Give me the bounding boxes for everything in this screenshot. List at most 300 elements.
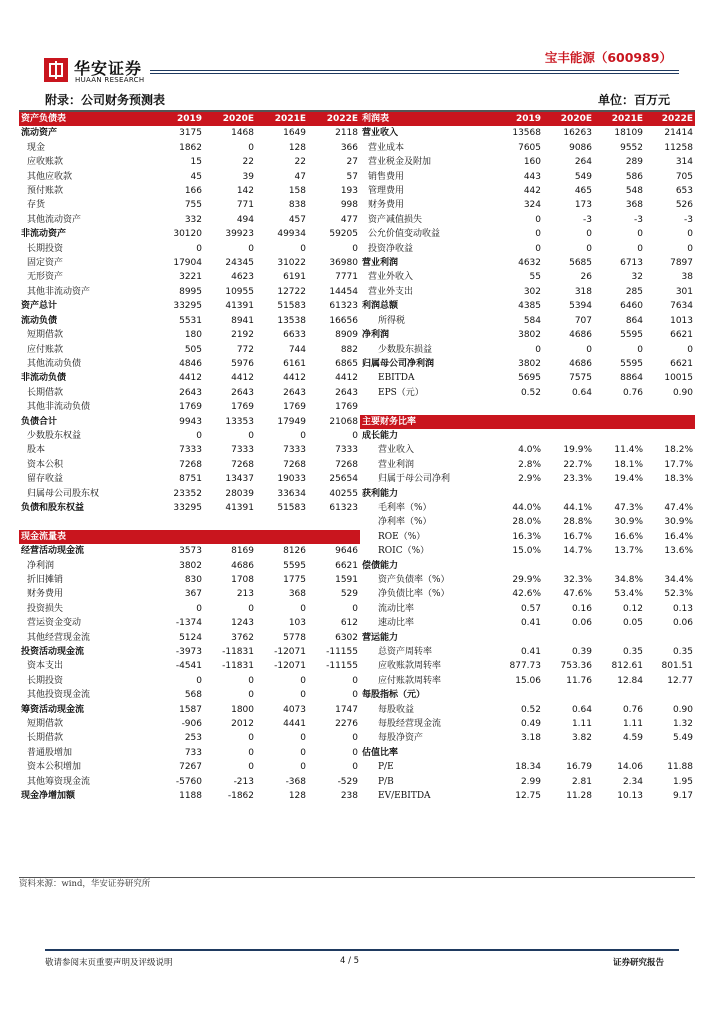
section-header-row — [19, 112, 360, 126]
table-row — [19, 213, 360, 227]
row-label: 财务费用 — [27, 589, 64, 600]
left-panel — [19, 112, 360, 803]
cell-value: 6302 — [335, 632, 358, 643]
cell-value: 526 — [675, 200, 693, 211]
appendix-title: 附录：公司财务预测表 — [45, 93, 166, 107]
cell-value: 51583 — [277, 301, 306, 312]
row-label: 投资损失 — [27, 603, 64, 614]
cell-value: 4385 — [518, 301, 541, 312]
cell-value: 5595 — [620, 330, 643, 341]
table-row — [19, 299, 360, 313]
cell-value: 368 — [288, 589, 306, 600]
cell-value: 4412 — [283, 373, 306, 384]
cell-value: 0.76 — [622, 704, 643, 715]
cell-value: 180 — [184, 330, 202, 341]
cell-value: 39 — [242, 171, 254, 182]
cell-value: 9086 — [569, 142, 592, 153]
cell-value: 548 — [625, 186, 643, 197]
cell-value: 0 — [248, 142, 254, 153]
table-row — [360, 530, 695, 544]
cell-value — [594, 559, 645, 573]
cell-value: 23352 — [173, 488, 202, 499]
row-label: 经营活动现金流 — [21, 546, 85, 557]
cell-value: 882 — [340, 344, 358, 355]
cell-value: 4412 — [179, 373, 202, 384]
cell-value: -11831 — [222, 661, 254, 672]
row-label: 每股净资产 — [378, 733, 424, 744]
cell-value: 0 — [300, 243, 306, 254]
cell-value: 5531 — [179, 315, 202, 326]
table-row — [360, 659, 695, 673]
row-label — [19, 515, 152, 529]
cell-value: 1243 — [231, 618, 254, 629]
cell-value: 0 — [300, 747, 306, 758]
table-row — [19, 746, 360, 760]
cell-value: 7268 — [335, 459, 358, 470]
cell-value: 2643 — [283, 387, 306, 398]
cell-value: 1.11 — [571, 719, 592, 730]
table-row — [360, 270, 695, 284]
cell-value: 4441 — [283, 719, 306, 730]
cell-value: 0 — [248, 762, 254, 773]
row-label: 财务费用 — [368, 200, 405, 211]
section-header-row — [19, 530, 360, 544]
cell-value: 53.4% — [614, 589, 643, 600]
cell-value: 29.9% — [512, 574, 541, 585]
cell-value: 0 — [687, 243, 693, 254]
cell-value: 36980 — [329, 258, 358, 269]
cell-value: 42.6% — [512, 589, 541, 600]
cell-value: 3175 — [179, 128, 202, 139]
row-label: 其他流动资产 — [27, 214, 82, 225]
cell-value: 5976 — [231, 358, 254, 369]
cell-value: 0 — [352, 762, 358, 773]
cell-value: 103 — [288, 618, 306, 629]
cell-value: 158 — [288, 186, 306, 197]
section-header-row — [360, 415, 695, 429]
cell-value — [645, 429, 695, 443]
cell-value: 28.0% — [512, 517, 541, 528]
table-row — [19, 371, 360, 385]
row-label: 营业成本 — [368, 142, 405, 153]
cell-value: 0 — [248, 603, 254, 614]
cell-value: 11258 — [664, 142, 693, 153]
row-label: 其他流动负债 — [27, 358, 82, 369]
row-label: 流动负债 — [21, 315, 58, 326]
cell-value: 8126 — [283, 546, 306, 557]
cell-value: 0 — [300, 603, 306, 614]
cell-value: 0 — [637, 243, 643, 254]
cell-value: 0.64 — [571, 387, 592, 398]
financial-tables — [19, 110, 695, 878]
row-label: 固定资产 — [27, 258, 64, 269]
cell-value: 0.52 — [520, 704, 541, 715]
cell-value: 2.81 — [571, 776, 592, 787]
cell-value: 1769 — [283, 402, 306, 413]
row-label: 资产减值损失 — [368, 214, 423, 225]
row-label: 现金 — [27, 142, 46, 153]
cell-value: 2643 — [231, 387, 254, 398]
cell-value: 4.0% — [518, 445, 541, 456]
cell-value: 6865 — [335, 358, 358, 369]
table-row — [360, 227, 695, 241]
row-label: 其他投资现金流 — [27, 690, 91, 701]
cell-value — [492, 746, 543, 760]
row-label: 营业收入 — [378, 445, 415, 456]
cell-value: 30.9% — [664, 517, 693, 528]
cell-value: 465 — [574, 186, 592, 197]
cell-value: 2.8% — [518, 459, 541, 470]
cell-value: 22.7% — [563, 459, 592, 470]
table-row — [19, 184, 360, 198]
row-label: 所得税 — [378, 315, 406, 326]
cell-value — [492, 429, 543, 443]
table-row — [19, 242, 360, 256]
cell-value: 2.9% — [518, 474, 541, 485]
cell-value: 2.99 — [520, 776, 541, 787]
cell-value: 34.4% — [664, 574, 693, 585]
cell-value: 0.76 — [622, 387, 643, 398]
cell-value — [543, 487, 594, 501]
cell-value: 33634 — [277, 488, 306, 499]
row-label: 净利润 — [27, 560, 55, 571]
cell-value: 9646 — [335, 546, 358, 557]
cell-value: 0 — [586, 344, 592, 355]
cell-value: 314 — [675, 157, 693, 168]
cell-value: 264 — [574, 157, 592, 168]
row-label: 归属母公司股东权 — [27, 488, 100, 499]
row-label: ROE（%） — [378, 531, 426, 542]
cell-value: 0 — [687, 229, 693, 240]
cell-value: 33295 — [173, 502, 202, 513]
row-label: EV/EBITDA — [378, 791, 431, 802]
footer-divider — [45, 949, 679, 951]
cell-value: 3802 — [179, 560, 202, 571]
cell-value: 14.7% — [563, 546, 592, 557]
cell-value: 0.35 — [622, 647, 643, 658]
cell-value — [492, 487, 543, 501]
cell-value: 0.12 — [622, 603, 643, 614]
cell-value: 55 — [529, 272, 541, 283]
cell-value: 1.11 — [622, 719, 643, 730]
table-row — [19, 501, 360, 515]
cell-value: 3.82 — [571, 733, 592, 744]
table-row — [19, 731, 360, 745]
cell-value: 13353 — [225, 416, 254, 427]
row-label: 负债和股东权益 — [21, 502, 85, 513]
cell-value: 0 — [300, 690, 306, 701]
cell-value: 1587 — [179, 704, 202, 715]
table-row — [360, 515, 695, 529]
table-row — [19, 616, 360, 630]
cell-value — [543, 746, 594, 760]
cell-value: 5595 — [620, 358, 643, 369]
cell-value: 9552 — [620, 142, 643, 153]
row-label: 应收账款周转率 — [378, 661, 442, 672]
cell-value: 4686 — [569, 358, 592, 369]
cell-value: 12.77 — [667, 675, 693, 686]
table-row — [360, 371, 695, 385]
row-label: ROIC（%） — [378, 546, 430, 557]
row-label: 营业收入 — [362, 128, 399, 139]
cell-value: 6621 — [670, 358, 693, 369]
table-row — [360, 472, 695, 486]
table-row — [360, 443, 695, 457]
cell-value: 193 — [340, 186, 358, 197]
table-row — [360, 343, 695, 357]
cell-value: 0.52 — [520, 387, 541, 398]
cell-value: 0.35 — [672, 647, 693, 658]
cell-value: -11155 — [326, 647, 358, 658]
cell-value: 0 — [300, 762, 306, 773]
cell-value — [204, 530, 256, 544]
table-row — [360, 717, 695, 731]
cell-value: 41391 — [225, 301, 254, 312]
table-row — [360, 645, 695, 659]
cell-value — [152, 515, 204, 529]
cell-value: 11.4% — [614, 445, 643, 456]
cell-value: 1591 — [335, 574, 358, 585]
cell-value: 5778 — [283, 632, 306, 643]
cell-value: 18.2% — [664, 445, 693, 456]
row-label: 获利能力 — [362, 488, 399, 499]
table-row — [360, 789, 695, 803]
cell-value — [204, 515, 256, 529]
cell-value — [594, 746, 645, 760]
cell-value: 289 — [625, 157, 643, 168]
row-label: 应收账款 — [27, 157, 64, 168]
cell-value: 166 — [184, 186, 202, 197]
cell-value: 7333 — [283, 445, 306, 456]
table-row — [19, 573, 360, 587]
cell-value: 0 — [300, 675, 306, 686]
cell-value: 864 — [625, 315, 643, 326]
row-label: 总资产周转率 — [378, 647, 433, 658]
cell-value: 0 — [586, 243, 592, 254]
cell-value: 4073 — [283, 704, 306, 715]
cell-value: 2643 — [335, 387, 358, 398]
cell-value: 4686 — [569, 330, 592, 341]
cell-value: 812.61 — [611, 661, 643, 672]
cell-value: 7268 — [283, 459, 306, 470]
cell-value: 5695 — [518, 373, 541, 384]
cell-value — [256, 530, 308, 544]
cell-value: 5.49 — [672, 733, 693, 744]
cell-value — [594, 487, 645, 501]
row-label: 营业税金及附加 — [368, 157, 432, 168]
row-label: 营业利润 — [362, 258, 399, 269]
cell-value — [594, 631, 645, 645]
cell-value: 61323 — [329, 301, 358, 312]
cell-value: 8995 — [179, 286, 202, 297]
cell-value: 1775 — [283, 574, 306, 585]
cell-value: 0 — [300, 733, 306, 744]
cell-value: -3973 — [175, 647, 202, 658]
cell-value: 253 — [184, 733, 202, 744]
row-label: 营业外收入 — [368, 272, 414, 283]
cell-value: 1769 — [335, 402, 358, 413]
table-row — [19, 386, 360, 400]
cell-value — [645, 415, 695, 429]
cell-value — [645, 487, 695, 501]
cell-value: 59205 — [329, 229, 358, 240]
cell-value: 0 — [352, 243, 358, 254]
cell-value: 13.7% — [614, 546, 643, 557]
cell-value: 0.64 — [571, 704, 592, 715]
footer-report-type: 证券研究报告 — [612, 958, 664, 968]
row-label: 其他应收款 — [27, 171, 73, 182]
cell-value: 707 — [574, 315, 592, 326]
cell-value: 4686 — [231, 560, 254, 571]
cell-value: 1188 — [179, 791, 202, 802]
table-row — [19, 659, 360, 673]
cell-value: 366 — [340, 142, 358, 153]
cell-value: 173 — [574, 200, 592, 211]
cell-value — [543, 415, 594, 429]
cell-value: 2276 — [335, 719, 358, 730]
cell-value: 6633 — [283, 330, 306, 341]
row-label: 每股收益 — [378, 704, 415, 715]
row-label: 投资净收益 — [368, 243, 414, 254]
table-row — [19, 775, 360, 789]
cell-value: 0 — [637, 229, 643, 240]
row-label: 资本支出 — [27, 661, 64, 672]
cell-value: 5685 — [569, 258, 592, 269]
table-row — [360, 703, 695, 717]
table-row — [19, 314, 360, 328]
cell-value: 0 — [196, 675, 202, 686]
table-row — [360, 573, 695, 587]
cell-value: 477 — [340, 214, 358, 225]
cell-value: 7333 — [335, 445, 358, 456]
row-label: 现金净增加额 — [21, 791, 76, 802]
cell-value: 8941 — [231, 315, 254, 326]
cell-value: 47 — [294, 171, 306, 182]
row-label: 毛利率（%） — [378, 502, 432, 513]
table-row — [360, 170, 695, 184]
cell-value: 32.3% — [563, 574, 592, 585]
row-label: 留存收益 — [27, 474, 64, 485]
row-label: 长期投资 — [27, 243, 64, 254]
cell-value: 2020E — [204, 112, 256, 126]
unit-label: 单位：百万元 — [597, 93, 670, 107]
row-label: 预付账款 — [27, 186, 64, 197]
cell-value: 653 — [675, 186, 693, 197]
cell-value: 0.57 — [520, 603, 541, 614]
cell-value: 2021E — [256, 112, 308, 126]
cell-value — [492, 631, 543, 645]
cell-value — [543, 559, 594, 573]
row-label: 长期借款 — [27, 733, 64, 744]
cell-value: 31022 — [277, 258, 306, 269]
cell-value: 0.49 — [520, 719, 541, 730]
cell-value: -5760 — [175, 776, 202, 787]
cell-value: 0 — [352, 690, 358, 701]
cell-value: -4541 — [175, 661, 202, 672]
cell-value: 11.88 — [667, 762, 693, 773]
table-row — [19, 285, 360, 299]
cell-value: 301 — [675, 286, 693, 297]
table-row — [19, 328, 360, 342]
row-label: 营业利润 — [378, 459, 415, 470]
cell-value — [492, 415, 543, 429]
cell-value: 5595 — [283, 560, 306, 571]
header-divider — [150, 70, 679, 71]
table-row — [19, 429, 360, 443]
table-row — [360, 760, 695, 774]
table-row — [360, 126, 695, 140]
table-row — [360, 184, 695, 198]
cell-value: 38 — [681, 272, 693, 283]
cell-value: -3 — [583, 214, 592, 225]
cell-value — [645, 559, 695, 573]
table-row — [360, 400, 695, 414]
cell-value: 7634 — [670, 301, 693, 312]
row-label: 资本公积 — [27, 459, 64, 470]
row-label: 归属于母公司净利 — [378, 474, 451, 485]
table-row — [19, 760, 360, 774]
cell-value: -213 — [233, 776, 254, 787]
income-ratio-table — [360, 112, 695, 803]
row-label: 公允价值变动收益 — [368, 229, 441, 240]
cell-value: 13.6% — [664, 546, 693, 557]
cell-value — [492, 688, 543, 702]
cell-value: 0 — [535, 214, 541, 225]
cell-value: 39923 — [225, 229, 254, 240]
table-row — [19, 559, 360, 573]
row-label: 股本 — [27, 445, 46, 456]
row-label: 其他经营现金流 — [27, 632, 91, 643]
table-row — [360, 429, 695, 443]
cell-value: 4.59 — [622, 733, 643, 744]
cell-value: 8909 — [335, 330, 358, 341]
cell-value: 18.34 — [515, 762, 541, 773]
cell-value: 0.16 — [571, 603, 592, 614]
cell-value: 705 — [675, 171, 693, 182]
cell-value: 7771 — [335, 272, 358, 283]
table-row — [19, 155, 360, 169]
cell-value: 1013 — [670, 315, 693, 326]
cell-value: 52.3% — [664, 589, 693, 600]
cell-value — [543, 631, 594, 645]
cell-value — [543, 429, 594, 443]
cell-value: 2022E — [645, 112, 695, 126]
row-label: 净利率（%） — [378, 517, 432, 528]
cell-value: 1769 — [179, 402, 202, 413]
cell-value: 755 — [184, 200, 202, 211]
cell-value: 2643 — [179, 387, 202, 398]
cell-value: 7605 — [518, 142, 541, 153]
cell-value: 285 — [625, 286, 643, 297]
row-label: 营运能力 — [362, 632, 399, 643]
cell-value: 2.34 — [622, 776, 643, 787]
table-row — [19, 645, 360, 659]
table-row — [360, 299, 695, 313]
cell-value: 0 — [248, 430, 254, 441]
table-row — [19, 400, 360, 414]
cell-value: 3221 — [179, 272, 202, 283]
row-label: 应付账款 — [27, 344, 64, 355]
table-row — [360, 746, 695, 760]
table-row — [360, 631, 695, 645]
row-label: 短期借款 — [27, 330, 64, 341]
table-row — [19, 472, 360, 486]
cell-value — [594, 415, 645, 429]
table-row — [360, 386, 695, 400]
cell-value: -1862 — [227, 791, 254, 802]
cell-value: -12071 — [274, 661, 306, 672]
row-label: 长期借款 — [27, 387, 64, 398]
